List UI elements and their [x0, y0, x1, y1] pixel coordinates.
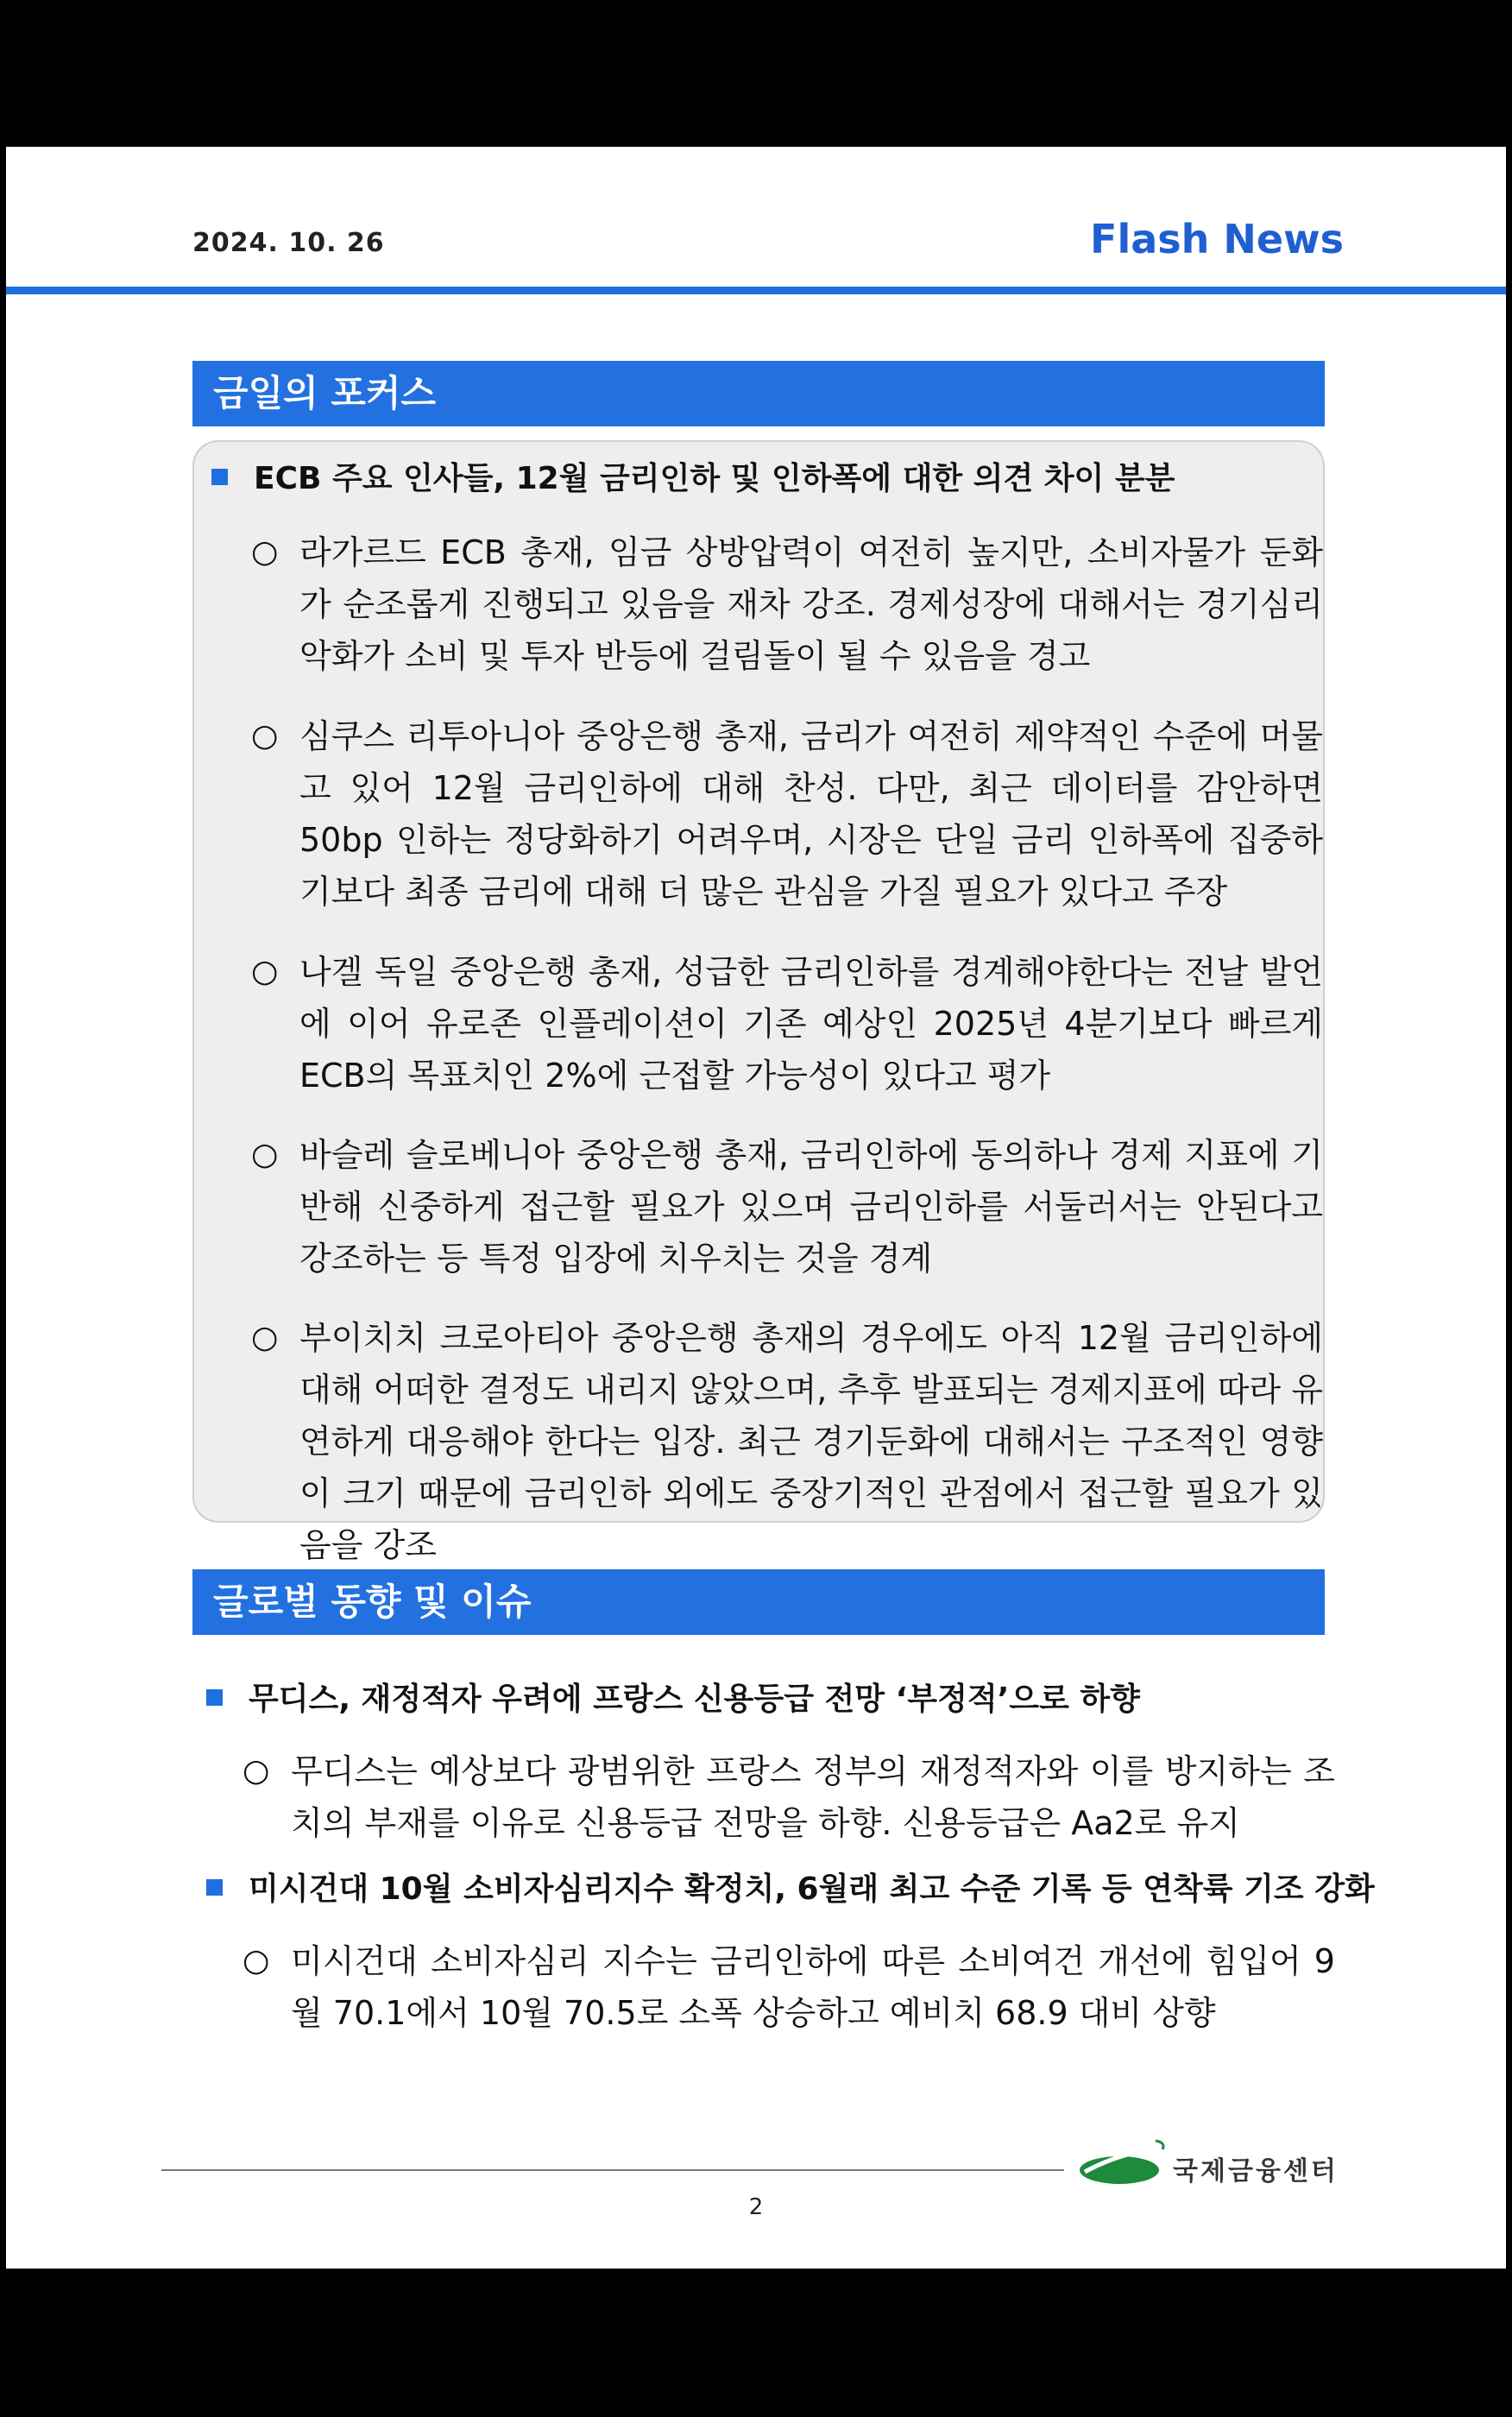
- global-headline: [206, 1675, 1140, 1719]
- focus-section-title: 금일의 포커스: [192, 361, 1325, 426]
- focus-bullet: [251, 527, 1323, 682]
- focus-headline-text: ECB 주요 인사들, 12월 금리인하 및 인하폭에 대한 의견 차이 분분: [254, 461, 1175, 496]
- report-date: 2024. 10. 26: [192, 228, 385, 258]
- circle-bullet-icon: ○: [251, 1320, 279, 1355]
- focus-bullet: [251, 1312, 1323, 1571]
- focus-bullet: [251, 946, 1323, 1101]
- document-page: [6, 147, 1506, 2269]
- square-bullet-icon: [206, 1879, 223, 1896]
- circle-bullet-icon: ○: [251, 534, 279, 570]
- focus-bullet: [251, 1129, 1323, 1284]
- focus-bullet-text: 나겔 독일 중앙은행 총재, 성급한 금리인하를 경계해야한다는 전날 발언에 이어 유로존 인플레이션이 기존 예상인 2025년 4분기보다 빠르게 ECB의 목표치인 2%에 근접할 가능성이 있다고 평가: [299, 953, 1323, 1095]
- global-bullet: [243, 1935, 1335, 2039]
- circle-bullet-icon: ○: [251, 718, 279, 754]
- square-bullet-icon: [211, 469, 228, 485]
- circle-bullet-icon: ○: [251, 1137, 279, 1172]
- circle-bullet-icon: ○: [251, 954, 279, 989]
- org-logo-icon: [1076, 2137, 1171, 2189]
- global-headline-text: 무디스, 재정적자 우려에 프랑스 신용등급 전망 ‘부정적’으로 하향: [249, 1682, 1140, 1717]
- page-number: 2: [748, 2194, 764, 2220]
- global-headline-text: 미시건대 10월 소비자심리지수 확정치, 6월래 최고 수준 기록 등 연착륙 기조 강화: [249, 1871, 1375, 1907]
- global-bullet-text: 무디스는 예상보다 광범위한 프랑스 정부의 재정적자와 이를 방지하는 조치의 부재를 이유로 신용등급 전망을 하향. 신용등급은 Aa2로 유지: [291, 1752, 1335, 1842]
- focus-bullet-text: 라가르드 ECB 총재, 임금 상방압력이 여전히 높지만, 소비자물가 둔화가 순조롭게 진행되고 있음을 재차 강조. 경제성장에 대해서는 경기심리 악화가 소비 및 투자 반등에 걸림돌이 될 수 있음을 경고: [299, 533, 1323, 675]
- focus-headline: [211, 454, 1175, 498]
- brand-title: Flash News: [1090, 216, 1344, 262]
- header-divider: [6, 287, 1506, 294]
- circle-bullet-icon: ○: [243, 1753, 270, 1789]
- focus-bullet: [251, 710, 1323, 918]
- focus-bullet-text: 심쿠스 리투아니아 중앙은행 총재, 금리가 여전히 제약적인 수준에 머물고 있어 12월 금리인하에 대해 찬성. 다만, 최근 데이터를 감안하면 50bp 인하는 정당화하기 어려우며, 시장은 단일 금리 인하폭에 집중하기보다 최종 금리에 대해 더 많은 관심을 가질 필요가 있다고 주장: [299, 717, 1323, 911]
- focus-bullet-text: 바슬레 슬로베니아 중앙은행 총재, 금리인하에 동의하나 경제 지표에 기반해 신중하게 접근할 필요가 있으며 금리인하를 서둘러서는 안된다고 강조하는 등 특정 입장에 치우치는 것을 경계: [299, 1136, 1323, 1278]
- focus-bullet-text: 부이치치 크로아티아 중앙은행 총재의 경우에도 아직 12월 금리인하에 대해 어떠한 결정도 내리지 않았으며, 추후 발표되는 경제지표에 따라 유연하게 대응해야 한다는 입장. 최근 경기둔화에 대해서는 구조적인 영향이 크기 때문에 금리인하 외에도 중장기적인 관점에서 접근할 필요가 있음을 강조: [299, 1319, 1323, 1564]
- square-bullet-icon: [206, 1689, 223, 1706]
- footer-divider: [161, 2169, 1064, 2171]
- global-bullet-text: 미시건대 소비자심리 지수는 금리인하에 따른 소비여건 개선에 힘입어 9월 70.1에서 10월 70.5로 소폭 상승하고 예비치 68.9 대비 상향: [291, 1942, 1335, 2032]
- global-headline: [206, 1865, 1375, 1909]
- global-bullet: [243, 1745, 1335, 1849]
- org-name: 국제금융센터: [1173, 2156, 1339, 2187]
- circle-bullet-icon: ○: [243, 1943, 270, 1978]
- global-section-title: 글로벌 동향 및 이슈: [192, 1569, 1325, 1635]
